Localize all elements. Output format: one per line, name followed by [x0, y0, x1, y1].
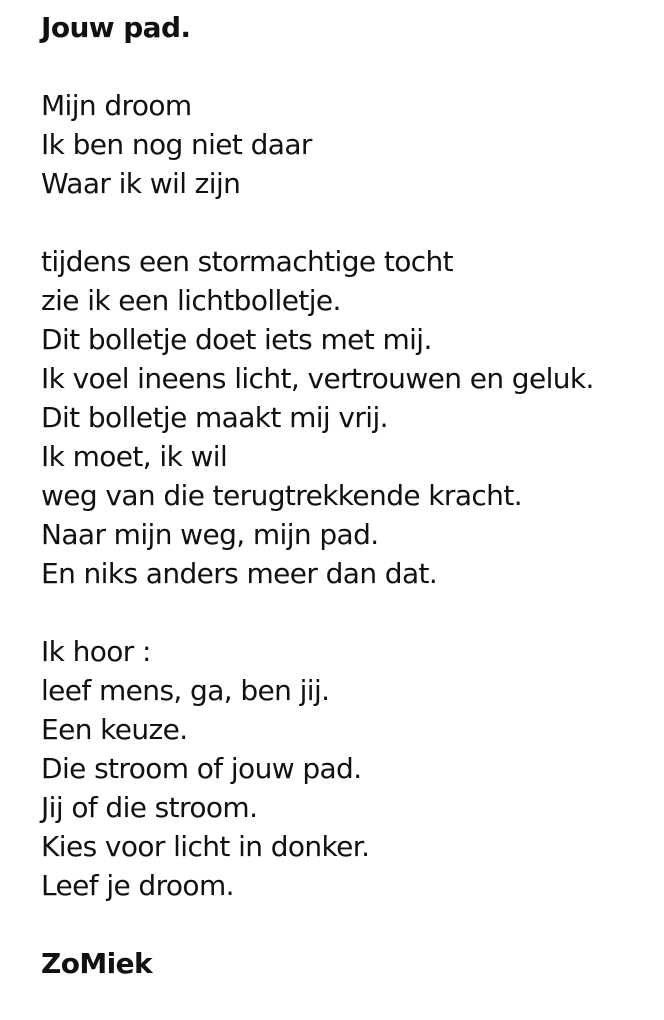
stanza-break: [41, 47, 651, 86]
poem-line: tijdens een stormachtige tocht: [41, 245, 454, 278]
stanza-3: [41, 632, 651, 905]
poem-line: leef mens, ga, ben jij.: [41, 674, 330, 707]
poem-line: Leef je droom.: [41, 869, 234, 902]
poem-line: Ik ben nog niet daar: [41, 128, 312, 161]
poem-line: Dit bolletje doet iets met mij.: [41, 323, 432, 356]
poem-line: Die stroom of jouw pad.: [41, 752, 362, 785]
poem-line: zie ik een lichtbolletje.: [41, 284, 341, 317]
poem-line: Dit bolletje maakt mij vrij.: [41, 401, 388, 434]
poem-line: Waar ik wil zijn: [41, 167, 241, 200]
poem-author: ZoMiek: [41, 947, 153, 980]
poem-line: Mijn droom: [41, 89, 192, 122]
poem-title: Jouw pad.: [41, 11, 191, 44]
stanza-break: [41, 593, 651, 632]
poem-line: Naar mijn weg, mijn pad.: [41, 518, 379, 551]
poem-line: Ik hoor :: [41, 635, 151, 668]
poem-line: Kies voor licht in donker.: [41, 830, 370, 863]
poem-line: En niks anders meer dan dat.: [41, 557, 438, 590]
stanza-break: [41, 203, 651, 242]
poem-line: Ik moet, ik wil: [41, 440, 228, 473]
poem: [41, 8, 651, 983]
stanza-1: [41, 86, 651, 203]
stanza-break: [41, 905, 651, 944]
poem-line: Een keuze.: [41, 713, 188, 746]
poem-line: Jij of die stroom.: [41, 791, 258, 824]
poem-line: weg van die terugtrekkende kracht.: [41, 479, 523, 512]
poem-line: Ik voel ineens licht, vertrouwen en geluk.: [41, 362, 594, 395]
stanza-2: [41, 242, 651, 593]
